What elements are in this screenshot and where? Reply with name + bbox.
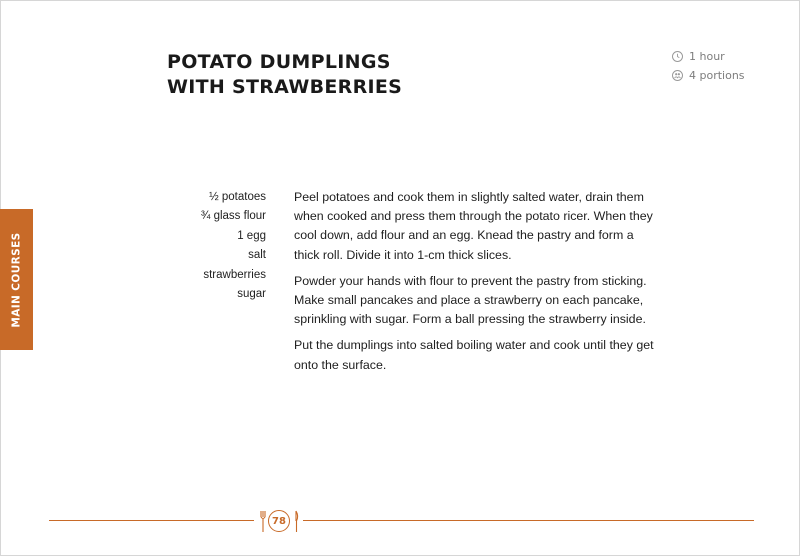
people-icon — [672, 70, 683, 81]
footer-rule-right — [303, 520, 754, 521]
ingredient-item: ¾ glass flour — [200, 210, 266, 223]
method-paragraph: Peel potatoes and cook them in slightly salted water, drain them when cooked and press them through the potato ricer. When they cool down, add flour and an egg. Knead the pastry and form a thick roll. Divide it into 1-cm thick slices. — [294, 190, 653, 262]
fork-icon — [261, 511, 265, 532]
footer-rule-left — [49, 520, 254, 521]
time-text: 1 hour — [689, 50, 725, 63]
portions-row — [672, 66, 745, 85]
ingredient-item: strawberries — [203, 268, 266, 281]
recipe-title-line-1: POTATO DUMPLINGS — [167, 51, 391, 73]
recipe-meta — [672, 47, 745, 85]
ingredient-item: 1 egg — [237, 229, 266, 242]
section-tab-label: MAIN COURSES — [10, 231, 23, 328]
portions-text: 4 portions — [689, 69, 745, 82]
ingredient-item: ½ potatoes — [209, 191, 266, 203]
method-paragraph: Powder your hands with flour to prevent the pastry from sticking. Make small pancakes and place a strawberry on each pancake, sprinkling with sugar. Form a ball pressing the strawberry inside. — [294, 273, 647, 327]
ingredient-item: sugar — [237, 288, 266, 301]
clock-icon — [672, 51, 683, 62]
ingredients-list — [150, 188, 266, 304]
recipe-title-line-2: WITH STRAWBERRIES — [167, 76, 403, 98]
knife-icon — [296, 511, 298, 532]
method-paragraph: Put the dumplings into salted boiling water and cook until they get onto the surface. — [294, 338, 654, 372]
recipe-title — [167, 50, 427, 100]
time-row — [672, 47, 745, 66]
section-tab[interactable] — [0, 209, 33, 350]
ingredient-item: salt — [248, 249, 266, 262]
page-number: 78 — [268, 510, 290, 532]
method-text — [294, 188, 654, 382]
